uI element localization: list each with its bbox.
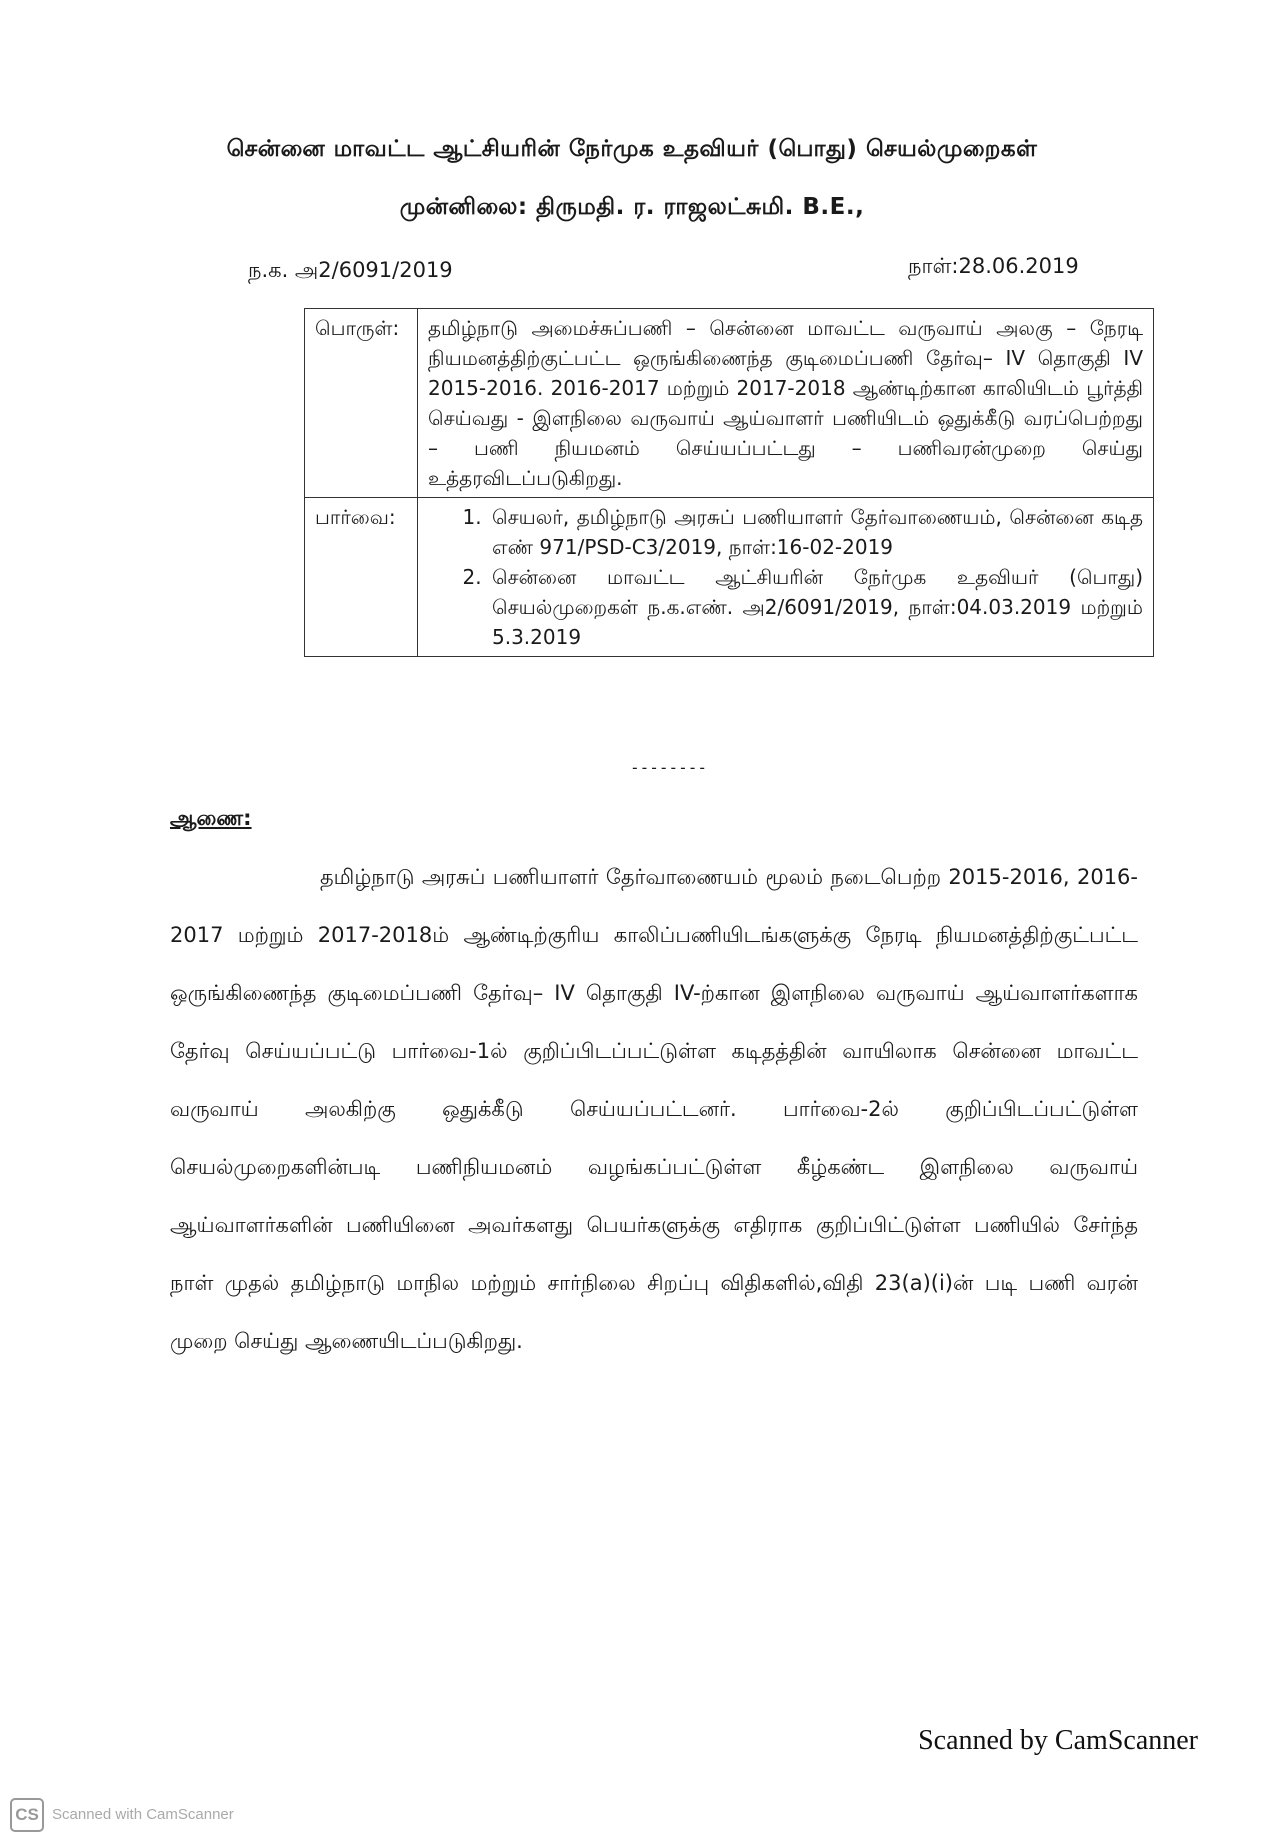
file-number: ந.க. அ2/6091/2019	[248, 258, 453, 282]
references-label: பார்வை:	[305, 498, 418, 657]
scanner-footer: Scanned with CamScanner	[52, 1806, 234, 1823]
reference-item: 2. சென்னை மாவட்ட ஆட்சியரின் நேர்முக உதவியர் (பொது) செயல்முறைகள் ந.க.எண். அ2/6091/2019, நாள்:04.03.2019 மற்றும் 5.3.2019	[488, 562, 1143, 652]
references-row	[305, 498, 1154, 657]
subject-label: பொருள்:	[305, 309, 418, 498]
reference-item: 1. செயலர், தமிழ்நாடு அரசுப் பணியாளர் தேர்வாணையம், சென்னை கடித எண் 971/PSD-C3/2019, நாள்:16-02-2019	[488, 502, 1143, 562]
subject-row	[305, 309, 1154, 498]
order-text: தமிழ்நாடு அரசுப் பணியாளர் தேர்வாணையம் மூலம் நடைபெற்ற 2015-2016, 2016-2017 மற்றும் 2017-2018ம் ஆண்டிற்குரிய காலிப்பணியிடங்களுக்கு நேரடி நியமனத்திற்குட்பட்ட ஒருங்கிணைந்த குடிமைப்பணி தேர்வு– IV தொகுதி IV-ற்கான இளநிலை வருவாய் ஆய்வாளர்களாக தேர்வு செய்யப்பட்டு பார்வை-1ல் குறிப்பிடப்பட்டுள்ள கடிதத்தின் வாயிலாக சென்னை மாவட்ட வருவாய் அலகிற்கு ஒதுக்கீடு செய்யப்பட்டனர். பார்வை-2ல் குறிப்பிடப்பட்டுள்ள செயல்முறைகளின்படி பணிநியமனம் வழங்கப்பட்டுள்ள கீழ்கண்ட இளநிலை வருவாய் ஆய்வாளர்களின் பணியினை அவர்களது பெயர்களுக்கு எதிராக குறிப்பிட்டுள்ள பணியில் சேர்ந்த நாள் முதல் தமிழ்நாடு மாநில மற்றும் சார்நிலை சிறப்பு விதிகளில்,விதி 23(a)(i)ன் படி பணி வரன் முறை செய்து ஆணையிடப்படுகிறது.	[170, 865, 1138, 1353]
subject-text: தமிழ்நாடு அமைச்சுப்பணி – சென்னை மாவட்ட வருவாய் அலகு – நேரடி நியமனத்திற்குட்பட்ட ஒருங்கிணைந்த குடிமைப்பணி தேர்வு– IV தொகுதி IV 2015-2016. 2016-2017 மற்றும் 2017-2018 ஆண்டிற்கான காலியிடம் பூர்த்தி செய்வது - இளநிலை வருவாய் ஆய்வாளர் பணியிடம் ஒதுக்கீடு வரப்பெற்றது – பணி நியமனம் செய்யப்பட்டது – பணிவரன்முறை செய்து உத்தரவிடப்படுகிறது.	[418, 309, 1154, 498]
presence-line: முன்னிலை: திருமதி. ர. ராஜலட்சுமி. B.E.,	[399, 194, 865, 220]
order-label: ஆணை:	[170, 806, 252, 830]
camscanner-logo-icon: CS	[10, 1798, 44, 1832]
document-date: நாள்:28.06.2019	[908, 254, 1079, 278]
separator: --------	[630, 758, 708, 777]
references-list	[428, 502, 1143, 652]
office-title: சென்னை மாவட்ட ஆட்சியரின் நேர்முக உதவியர் (பொது) செயல்முறைகள்	[226, 136, 1038, 162]
subject-table	[304, 308, 1154, 657]
references-cell	[418, 498, 1154, 657]
scanner-watermark: Scanned by CamScanner	[918, 1725, 1198, 1756]
